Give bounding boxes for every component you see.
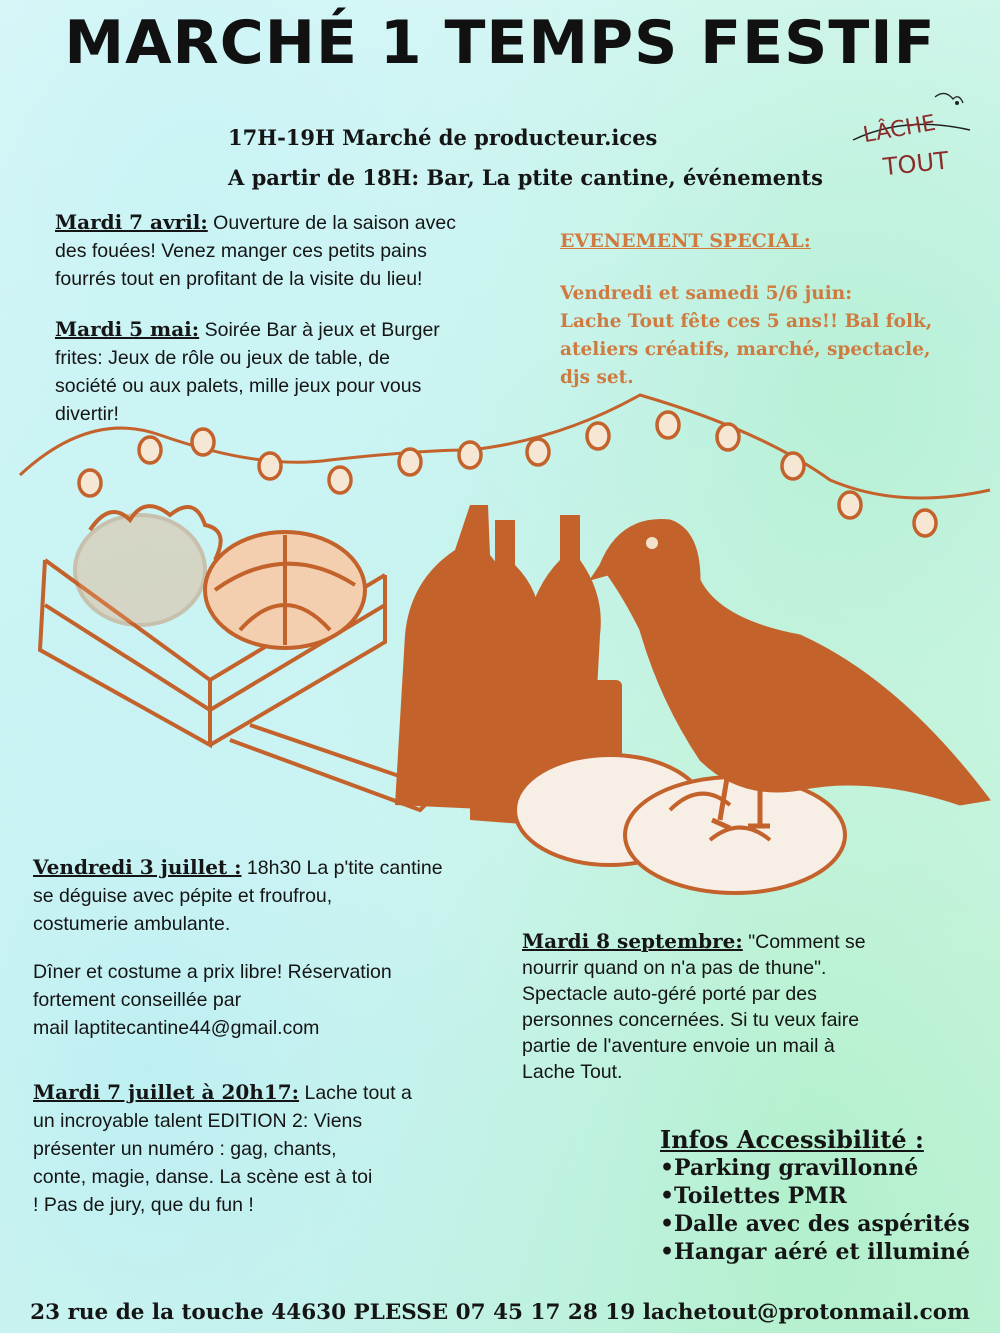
event-text: Dîner et costume a prix libre! Réservation bbox=[33, 961, 392, 983]
special-line: djs set. bbox=[560, 367, 634, 388]
event-text: partie de l'aventure envoie un mail à bbox=[522, 1035, 835, 1057]
event-text: personnes concernées. Si tu veux faire bbox=[522, 1009, 860, 1031]
event-text: Lache Tout. bbox=[522, 1061, 623, 1083]
event-text: 18h30 La p'tite cantine bbox=[241, 857, 443, 879]
event-text: mail laptitecantine44@gmail.com bbox=[33, 1017, 320, 1039]
event-mardi-8-septembre bbox=[522, 928, 942, 1085]
event-text: fourrés tout en profitant de la visite du lieu! bbox=[55, 268, 423, 290]
event-text: présenter un numéro : gag, chants, bbox=[33, 1138, 337, 1160]
event-vendredi-3-juillet bbox=[33, 853, 493, 1042]
poster-title: MARCHÉ 1 TEMPS FESTIF bbox=[64, 8, 936, 78]
event-text: se déguise avec pépite et froufrou, bbox=[33, 885, 333, 907]
event-text: Soirée Bar à jeux et Burger bbox=[199, 319, 440, 341]
event-text: conte, magie, danse. La scène est à toi bbox=[33, 1166, 373, 1188]
string-lights-icon bbox=[20, 395, 990, 536]
accessibility-heading: Infos Accessibilité : bbox=[660, 1125, 924, 1154]
event-text: frites: Jeux de rôle ou jeux de table, de bbox=[55, 347, 390, 369]
accessibility-item: •Toilettes PMR bbox=[660, 1183, 847, 1209]
event-text: fortement conseillée par bbox=[33, 989, 242, 1011]
special-line: ateliers créatifs, marché, spectacle, bbox=[560, 339, 931, 360]
event-text: ! Pas de jury, que du fun ! bbox=[33, 1194, 254, 1216]
event-text: "Comment se bbox=[742, 931, 866, 953]
accessibility-item: •Hangar aéré et illuminé bbox=[660, 1239, 970, 1265]
event-text: nourrir quand on n'a pas de thune". bbox=[522, 957, 827, 979]
event-mardi-7-juillet bbox=[33, 1078, 473, 1219]
bar-hours: A partir de 18H: Bar, La ptite cantine, événements bbox=[228, 165, 823, 190]
event-date: Mardi 5 mai: bbox=[55, 317, 200, 341]
event-date: Mardi 7 juillet à 20h17: bbox=[33, 1080, 300, 1104]
event-date: Mardi 7 avril: bbox=[55, 210, 208, 234]
accessibility-info bbox=[660, 1125, 970, 1266]
event-text: Spectacle auto-géré porté par des bbox=[522, 983, 817, 1005]
special-event-text bbox=[560, 280, 940, 392]
accessibility-item: •Dalle avec des aspérités bbox=[660, 1211, 970, 1237]
special-line: Vendredi et samedi 5/6 juin: bbox=[560, 283, 853, 304]
event-text: Ouverture de la saison avec bbox=[207, 212, 456, 234]
event-text: divertir! bbox=[55, 403, 119, 425]
event-text: costumerie ambulante. bbox=[33, 913, 231, 935]
lache-tout-logo bbox=[845, 85, 975, 185]
event-text: Lache tout a bbox=[299, 1082, 412, 1104]
logo-line2: TOUT bbox=[881, 146, 951, 182]
event-text: un incroyable talent EDITION 2: Viens bbox=[33, 1110, 363, 1132]
event-mardi-7-avril bbox=[55, 208, 535, 293]
market-hours: 17H-19H Marché de producteur.ices bbox=[228, 125, 658, 150]
logo-line1: LÂCHE bbox=[861, 110, 938, 149]
event-text: société ou aux palets, mille jeux pour vous bbox=[55, 375, 422, 397]
illustration bbox=[0, 380, 1000, 900]
event-date: Mardi 8 septembre: bbox=[522, 929, 743, 953]
accessibility-item: •Parking gravillonné bbox=[660, 1155, 919, 1181]
event-date: Vendredi 3 juillet : bbox=[33, 855, 242, 879]
special-line: Lache Tout fête ces 5 ans!! Bal folk, bbox=[560, 311, 933, 332]
event-text: des fouées! Venez manger ces petits pains bbox=[55, 240, 427, 262]
special-event-heading: EVENEMENT SPECIAL: bbox=[560, 230, 811, 252]
contact-footer: 23 rue de la touche 44630 PLESSE 07 45 17 28 19 lachetout@protonmail.com bbox=[30, 1300, 970, 1325]
